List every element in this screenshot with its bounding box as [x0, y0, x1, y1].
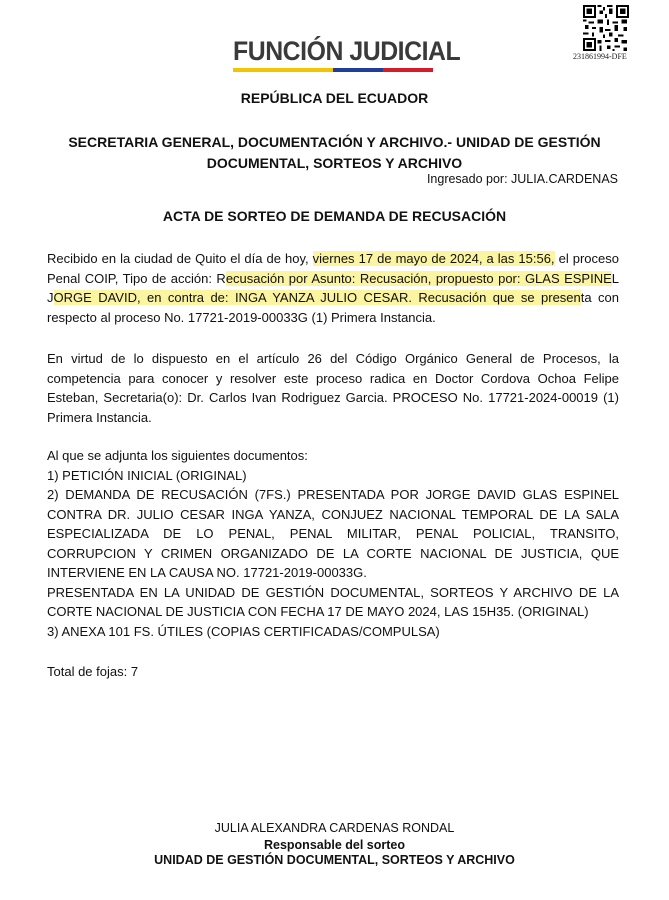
p1-highlight-parties: ORGE DAVID, en contra de: INGA YANZA JULIO CESAR. Recusación que se presen: [53, 290, 581, 305]
attached-documents: [47, 446, 619, 641]
logo-text: FUNCIÓN JUDICIAL: [233, 36, 461, 66]
reception-paragraph: [47, 249, 619, 327]
doc-line: 3) ANEXA 101 FS. ÚTILES (COPIAS CERTIFICADAS/COMPULSA): [47, 623, 440, 639]
office-heading-line2: DOCUMENTAL, SORTEOS Y ARCHIVO: [206, 155, 463, 171]
qr-code-label: 231861994-DFE: [573, 52, 627, 61]
p1-text-g: ta con respecto al proceso No. 17721-2019-00033G (1) Primera Instancia.: [47, 290, 619, 325]
total-fojas: Total de fojas: 7: [47, 664, 139, 679]
signer-name: JULIA ALEXANDRA CARDENAS RONDAL: [214, 821, 455, 835]
doc-line: CONTRA DR. JULIO CESAR INGA YANZA, CONJUEZ NACIONAL TEMPORAL DE LA SALA: [47, 506, 619, 522]
docs-intro: Al que se adjunta los siguientes documentos:: [47, 448, 308, 463]
ingresado-por: Ingresado por: JULIA.CARDENAS: [426, 172, 618, 186]
doc-line: PRESENTADA EN LA UNIDAD DE GESTIÓN DOCUMENTAL, SORTEOS Y ARCHIVO DE LA: [47, 584, 619, 600]
doc-line: 2) DEMANDA DE RECUSACIÓN (7FS.) PRESENTADA POR JORGE DAVID GLAS ESPINEL: [47, 487, 619, 502]
doc-line: ESPECIALIZADA DE LO PENAL, PENAL MILITAR, PENAL POLICIAL, TRANSITO,: [47, 526, 619, 541]
p1-highlight-date: viernes 17 de mayo de 2024, a las 15:56,: [312, 251, 555, 266]
document-title: ACTA DE SORTEO DE DEMANDA DE RECUSACIÓN: [162, 208, 507, 224]
p1-text-c: el proceso Penal COIP, Tipo de acción: R: [47, 251, 619, 286]
doc-line: CORTE NACIONAL DE JUSTICIA CON FECHA 17 DE MAYO 2024, LAS 15H35. (ORIGINAL): [47, 604, 589, 619]
p1-text-a: Recibido en la ciudad de Quito el día de hoy,: [47, 251, 313, 266]
republic-heading: REPÚBLICA DEL ECUADOR: [240, 90, 429, 106]
qr-code-icon: [583, 5, 629, 51]
doc-line: INTERVIENE EN LA CAUSA NO. 17721-2019-00033G.: [47, 565, 367, 580]
signer-role: Responsable del sorteo: [263, 838, 405, 852]
p1-highlight-asunto: ecusación por Asunto: Recusación, propuesto por: GLAS ESPINE: [225, 270, 612, 286]
doc-line: 1) PETICIÓN INICIAL (ORIGINAL): [47, 467, 247, 483]
signer-unit: UNIDAD DE GESTIÓN DOCUMENTAL, SORTEOS Y ARCHIVO: [154, 853, 515, 867]
doc-line: CORRUPCION Y CRIMEN ORGANIZADO DE LA CORTE NACIONAL DE JUSTICIA, QUE: [47, 545, 619, 561]
office-heading: [0, 132, 669, 174]
competence-paragraph: En virtud de lo dispuesto en el artículo 26 del Código Orgánico General de Procesos, la competencia para conocer y resolver este proceso radica en Doctor Cordova Ochoa Felipe Esteban, Secretaria(o): Dr. Carlos Ivan Rodriguez Garcia. PROCESO No. 17721-2024-00019 (1) Primera Instancia.: [47, 351, 619, 425]
p1-text-e: L J: [47, 270, 619, 305]
funcion-judicial-logo: [233, 36, 461, 72]
office-heading-line1: SECRETARIA GENERAL, DOCUMENTACIÓN Y ARCHIVO.- UNIDAD DE GESTIÓN: [68, 134, 601, 150]
ecuador-flag-stripe: [233, 68, 433, 72]
